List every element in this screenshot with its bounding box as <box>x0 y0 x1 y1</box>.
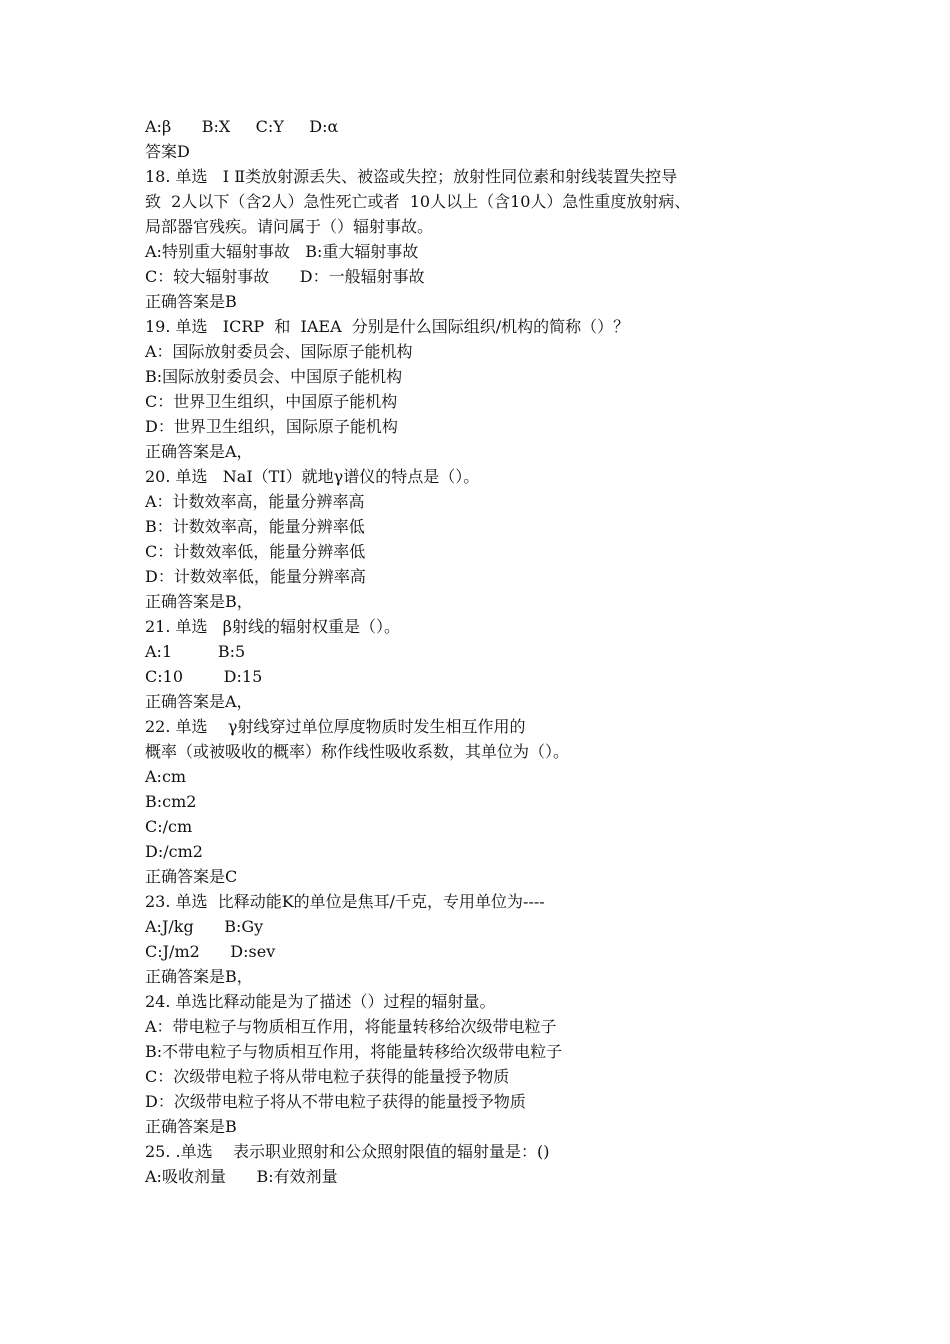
option-line-q24: A：带电粒子与物质相互作用，将能量转移给次级带电粒子 <box>145 1017 557 1036</box>
question-line-q20: 20. 单选 NaI（TI）就地γ谱仪的特点是（）。 <box>145 467 480 486</box>
option-line-q19: B:国际放射委员会、中国原子能机构 <box>145 367 403 386</box>
option-line-q22: C:/cm <box>145 817 193 836</box>
option-line-q22: D:/cm2 <box>145 842 203 861</box>
option-line-q18: C：较大辐射事故 D：一般辐射事故 <box>145 267 425 286</box>
option-line-q23: C:J/m2 D:sev <box>145 942 276 961</box>
document-body <box>145 114 825 1189</box>
answer-line-q20: 正确答案是B， <box>145 592 253 611</box>
option-line-q24: C：次级带电粒子将从带电粒子获得的能量授予物质 <box>145 1067 510 1086</box>
question-line-q18: 局部器官残疾。请问属于（）辐射事故。 <box>145 217 434 236</box>
answer-line-q24: 正确答案是B <box>145 1117 237 1136</box>
option-line-q19: D：世界卫生组织，国际原子能机构 <box>145 417 398 436</box>
question-line-q18: 18. 单选 Ⅰ Ⅱ类放射源丢失、被盗或失控；放射性同位素和射线装置失控导 <box>145 167 678 186</box>
option-line-q17: A:β B:X C:Y D:α <box>145 117 339 136</box>
option-line-q20: B：计数效率高，能量分辨率低 <box>145 517 365 536</box>
question-line-q21: 21. 单选 β射线的辐射权重是（）。 <box>145 617 401 636</box>
question-line-q19: 19. 单选 ICRP 和 IAEA 分别是什么国际组织/机构的简称（）？ <box>145 317 630 336</box>
question-line-q18: 致 2人以下（含2人）急性死亡或者 10人以上（含10人）急性重度放射病、 <box>145 192 691 211</box>
option-line-q21: C:10 D:15 <box>145 667 263 686</box>
option-line-q18: A:特别重大辐射事故 B:重大辐射事故 <box>145 242 419 261</box>
option-line-q22: A:cm <box>145 767 187 786</box>
answer-line-q23: 正确答案是B， <box>145 967 253 986</box>
question-line-q23: 23. 单选 比释动能K的单位是焦耳/千克，专用单位为---- <box>145 892 545 911</box>
answer-line-q19: 正确答案是A， <box>145 442 253 461</box>
question-line-q22: 概率（或被吸收的概率）称作线性吸收系数，其单位为（）。 <box>145 742 570 761</box>
option-line-q24: B:不带电粒子与物质相互作用，将能量转移给次级带电粒子 <box>145 1042 563 1061</box>
question-line-q24: 24. 单选比释动能是为了描述（）过程的辐射量。 <box>145 992 496 1011</box>
option-line-q19: A：国际放射委员会、国际原子能机构 <box>145 342 413 361</box>
option-line-q25: A:吸收剂量 B:有效剂量 <box>145 1167 338 1186</box>
option-line-q20: C：计数效率低，能量分辨率低 <box>145 542 366 561</box>
option-line-q20: A：计数效率高，能量分辨率高 <box>145 492 365 511</box>
question-line-q25: 25. .单选 表示职业照射和公众照射限值的辐射量是：() <box>145 1142 550 1161</box>
answer-line-q22: 正确答案是C <box>145 867 238 886</box>
option-line-q20: D：计数效率低，能量分辨率高 <box>145 567 366 586</box>
option-line-q21: A:1 B:5 <box>145 642 246 661</box>
option-line-q22: B:cm2 <box>145 792 197 811</box>
option-line-q19: C：世界卫生组织，中国原子能机构 <box>145 392 398 411</box>
answer-line-q17: 答案D <box>145 142 190 161</box>
answer-line-q18: 正确答案是B <box>145 292 237 311</box>
question-line-q22: 22. 单选 γ射线穿过单位厚度物质时发生相互作用的 <box>145 717 526 736</box>
answer-line-q21: 正确答案是A， <box>145 692 253 711</box>
option-line-q23: A:J/kg B:Gy <box>145 917 264 936</box>
option-line-q24: D：次级带电粒子将从不带电粒子获得的能量授予物质 <box>145 1092 526 1111</box>
